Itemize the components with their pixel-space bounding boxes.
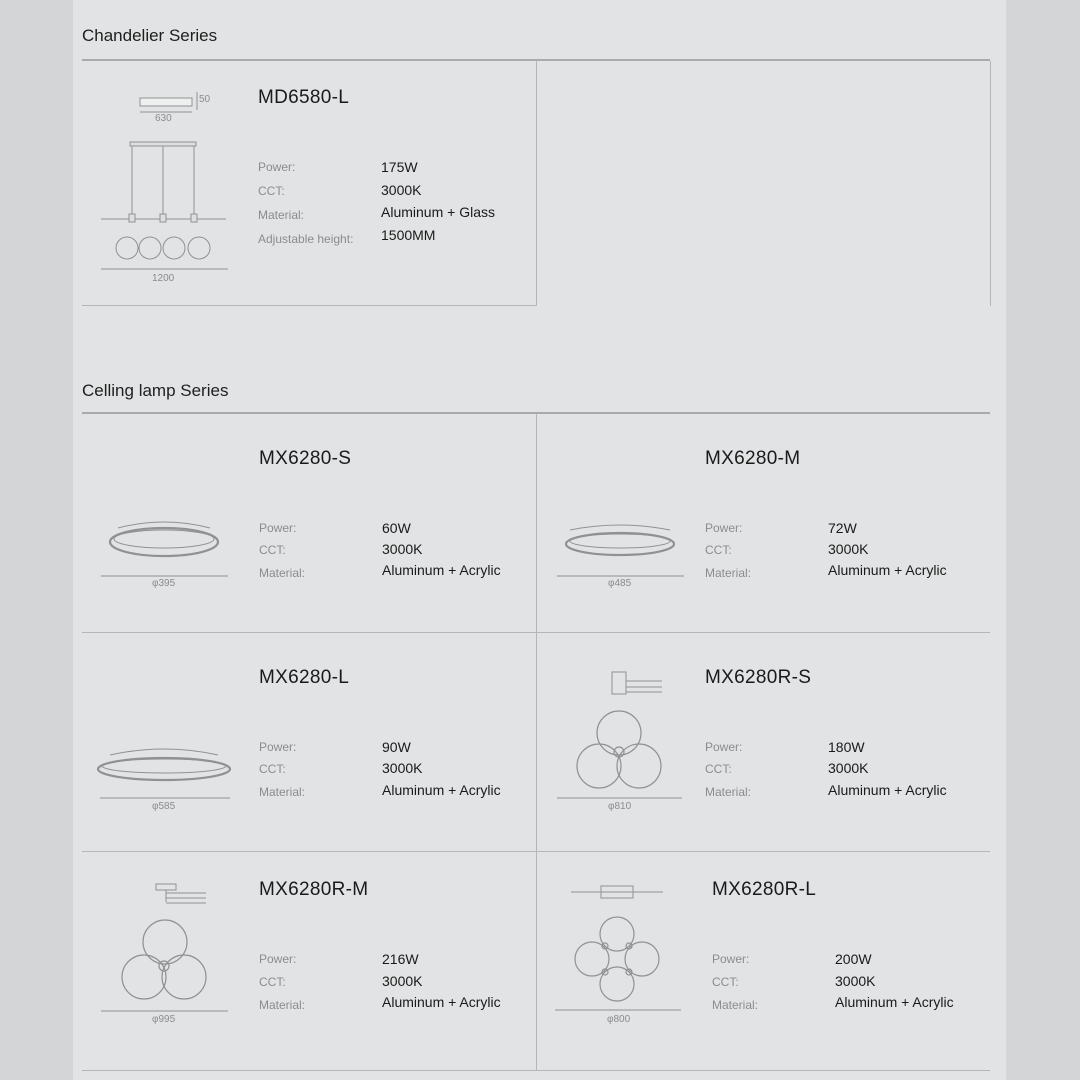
spec-label: CCT:: [712, 975, 739, 989]
spec-label: CCT:: [705, 543, 732, 557]
diameter-label: φ395: [152, 578, 176, 589]
spec-value: 90W: [382, 739, 411, 755]
spec-value: Aluminum + Acrylic: [828, 562, 947, 578]
product-model: MX6280-S: [259, 448, 352, 469]
spec-label: CCT:: [258, 184, 285, 198]
spec-label: Power:: [259, 952, 297, 966]
ceiling-section-title: Celling lamp Series: [82, 381, 229, 400]
spec-value: 60W: [382, 520, 411, 536]
spec-value: 3000K: [382, 760, 423, 776]
diameter-label: φ995: [152, 1014, 176, 1025]
chandelier-dim-width: 630: [155, 113, 172, 124]
triple-ring-drawing: [554, 668, 694, 818]
spec-value: 1500MM: [381, 227, 436, 243]
spec-label: Material:: [712, 998, 759, 1012]
grid-divider: [82, 1070, 990, 1071]
triple-ring-drawing: [98, 880, 238, 1030]
spec-value: 3000K: [382, 973, 423, 989]
quad-ring-drawing: [553, 878, 693, 1033]
spec-value: Aluminum + Acrylic: [382, 782, 501, 798]
spec-label: Material:: [705, 566, 752, 580]
spec-label: Power:: [259, 740, 297, 754]
spec-value: Aluminum + Acrylic: [382, 994, 501, 1010]
spec-value: 180W: [828, 739, 865, 755]
product-model: MX6280R-S: [705, 667, 812, 688]
catalog-page: [73, 0, 1006, 1080]
spec-value: 216W: [382, 951, 419, 967]
spec-value: 3000K: [382, 541, 423, 557]
spec-label: Power:: [258, 160, 296, 174]
grid-divider: [990, 61, 991, 306]
spec-label: Power:: [712, 952, 750, 966]
spec-label: Material:: [259, 785, 306, 799]
spec-label: CCT:: [705, 762, 732, 776]
spec-label: Power:: [259, 521, 297, 535]
spec-label: CCT:: [259, 762, 286, 776]
spec-value: 3000K: [381, 182, 422, 198]
grid-divider: [536, 414, 537, 1070]
diameter-label: φ485: [608, 578, 632, 589]
chandelier-section-title: Chandelier Series: [82, 26, 218, 45]
spec-label: Power:: [705, 521, 743, 535]
grid-divider: [82, 851, 990, 852]
chandelier-dim-length: 1200: [152, 273, 175, 284]
product-model: MX6280-M: [705, 448, 801, 469]
diameter-label: φ800: [607, 1014, 631, 1025]
chandelier-dim-height: 50: [199, 94, 211, 105]
spec-value: 3000K: [828, 541, 869, 557]
product-model: MD6580-L: [258, 87, 350, 108]
spec-value: Aluminum + Glass: [381, 204, 495, 220]
grid-divider: [82, 632, 990, 633]
diameter-label: φ810: [608, 801, 632, 812]
spec-value: Aluminum + Acrylic: [828, 782, 947, 798]
spec-label: Material:: [259, 998, 306, 1012]
spec-value: 72W: [828, 520, 857, 536]
ring-lamp-drawing: [98, 512, 233, 592]
spec-value: 3000K: [828, 760, 869, 776]
product-model: MX6280-L: [259, 667, 350, 688]
spec-value: 200W: [835, 951, 872, 967]
ring-lamp-drawing: [96, 735, 236, 815]
spec-label: Power:: [705, 740, 743, 754]
ring-lamp-drawing: [554, 512, 689, 592]
spec-value: Aluminum + Acrylic: [835, 994, 954, 1010]
chandelier-drawing: [93, 86, 243, 286]
spec-label: Adjustable height:: [258, 232, 354, 246]
spec-value: Aluminum + Acrylic: [382, 562, 501, 578]
spec-label: CCT:: [259, 975, 286, 989]
grid-divider: [536, 61, 537, 306]
spec-value: 175W: [381, 159, 418, 175]
diameter-label: φ585: [152, 801, 176, 812]
spec-label: Material:: [259, 566, 306, 580]
spec-value: 3000K: [835, 973, 876, 989]
spec-label: CCT:: [259, 543, 286, 557]
spec-label: Material:: [258, 208, 305, 222]
product-model: MX6280R-L: [712, 879, 817, 900]
grid-divider: [82, 305, 537, 306]
spec-label: Material:: [705, 785, 752, 799]
product-model: MX6280R-M: [259, 879, 369, 900]
